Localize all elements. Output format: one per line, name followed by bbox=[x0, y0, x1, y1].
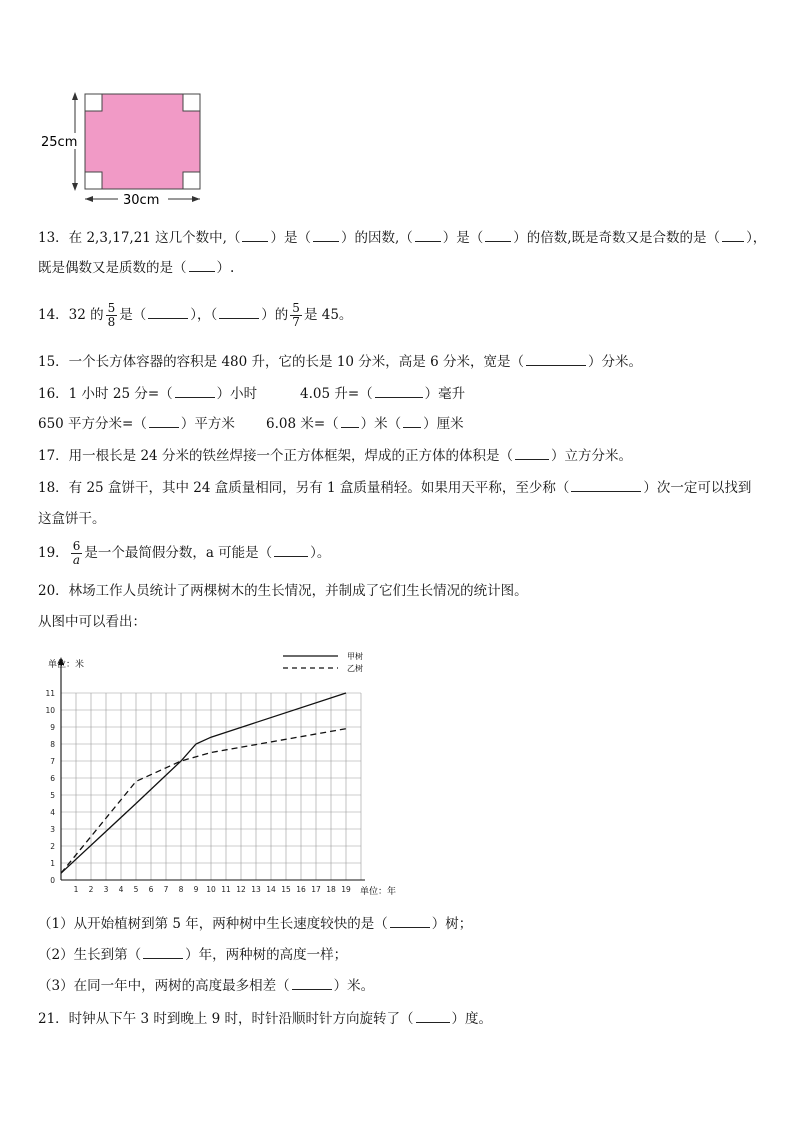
width-label: 30cm bbox=[123, 193, 160, 208]
question-19: 19． $\frac{6}{a}$ 是一个最简假分数，a 可能是（ ）。 bbox=[38, 539, 331, 567]
y-tick-label: 8 bbox=[50, 740, 55, 749]
x-tick-label: 9 bbox=[193, 885, 199, 894]
y-tick-label: 3 bbox=[50, 825, 55, 834]
question-13-line2: 既是偶数又是质数的是（ ）. bbox=[38, 260, 235, 276]
x-tick-label: 14 bbox=[266, 885, 276, 894]
question-20-title: 20．林场工作人员统计了两棵树木的生长情况，并制成了它们生长情况的统计图。 bbox=[38, 583, 528, 599]
question-20-sub3: （3）在同一年中，两树的高度最多相差（ ）米。 bbox=[38, 978, 375, 994]
answer-blank[interactable] bbox=[415, 229, 441, 242]
y-tick-label: 6 bbox=[50, 774, 55, 783]
height-label: 25cm bbox=[41, 135, 78, 150]
question-16-line1: 16．1 小时 25 分=（ ）小时 bbox=[38, 386, 258, 402]
question-15: 15．一个长方体容器的容积是 480 升，它的长是 10 分米，高是 6 分米，宽是（ ）分米。 bbox=[38, 354, 642, 370]
x-tick-label: 3 bbox=[103, 885, 109, 894]
question-20-intro: 从图中可以看出： bbox=[38, 614, 146, 630]
question-20-sub2: （2）生长到第（ ）年，两种树的高度一样； bbox=[38, 947, 348, 963]
answer-blank[interactable] bbox=[219, 306, 259, 319]
x-tick-label: 6 bbox=[148, 885, 154, 894]
tree-growth-line-chart bbox=[38, 644, 418, 906]
x-tick-label: 10 bbox=[206, 885, 216, 894]
answer-blank[interactable] bbox=[292, 977, 332, 990]
answer-blank[interactable] bbox=[515, 447, 549, 460]
question-17: 17．用一根长是 24 分米的铁丝焊接一个正方体框架，焊成的正方体的体积是（ ）立方分米。 bbox=[38, 448, 632, 464]
fraction-6-a: $\frac{6}{a}$ bbox=[72, 539, 81, 567]
y-tick-label: 0 bbox=[50, 876, 55, 885]
answer-blank[interactable] bbox=[242, 229, 268, 242]
x-tick-label: 2 bbox=[88, 885, 94, 894]
chart-legend bbox=[283, 651, 363, 673]
answer-blank[interactable] bbox=[722, 229, 744, 242]
answer-blank[interactable] bbox=[485, 229, 511, 242]
x-tick-label: 4 bbox=[118, 885, 124, 894]
answer-blank[interactable] bbox=[189, 259, 215, 272]
question-13-line1: 13．在 2,3,17,21 这几个数中,（ ）是（ ）的因数,（ ）是（ ）的倍数,既是奇数又是合数的是（ ）， bbox=[38, 230, 767, 246]
answer-blank[interactable] bbox=[149, 415, 179, 428]
answer-blank[interactable] bbox=[341, 415, 359, 428]
y-tick-label: 9 bbox=[50, 723, 55, 732]
x-tick-label: 15 bbox=[281, 885, 291, 894]
corner-square-tr bbox=[183, 94, 200, 111]
answer-blank[interactable] bbox=[526, 353, 586, 366]
x-tick-label: 19 bbox=[341, 885, 351, 894]
legend-label-yi: 乙树 bbox=[347, 664, 363, 673]
x-tick-label: 18 bbox=[326, 885, 336, 894]
question-16-line1-b: 4.05 升=（ ）毫升 bbox=[300, 386, 466, 402]
fraction-5-7: $\frac{5}{7}$ bbox=[292, 301, 300, 329]
question-16-line2: 650 平方分米=（ ）平方米 bbox=[38, 416, 235, 432]
answer-blank[interactable] bbox=[274, 544, 308, 557]
answer-blank[interactable] bbox=[403, 415, 421, 428]
answer-blank[interactable] bbox=[390, 915, 430, 928]
y-tick-label: 1 bbox=[50, 859, 55, 868]
series-line-yi bbox=[61, 729, 346, 874]
x-tick-label: 7 bbox=[163, 885, 169, 894]
x-tick-label: 17 bbox=[311, 885, 321, 894]
answer-blank[interactable] bbox=[148, 306, 188, 319]
fraction-5-8: $\frac{5}{8}$ bbox=[107, 301, 116, 329]
x-tick-label: 8 bbox=[178, 885, 184, 894]
y-axis-label: 单位：米 bbox=[48, 660, 85, 670]
question-14: 14．32 的 $\frac{5}{8}$ 是（ ），（ ）的 $\frac{5}{7}$ 是 45。 bbox=[38, 301, 353, 329]
y-tick-label: 2 bbox=[50, 842, 55, 851]
question-20-sub1: （1）从开始植树到第 5 年，两种树中生长速度较快的是（ ）树； bbox=[38, 916, 473, 932]
x-tick-label: 13 bbox=[251, 885, 261, 894]
y-tick-label: 10 bbox=[45, 706, 55, 715]
corner-square-bl bbox=[85, 172, 102, 189]
rectangle-figure bbox=[38, 84, 208, 208]
answer-blank[interactable] bbox=[143, 946, 183, 959]
y-tick-label: 7 bbox=[50, 757, 55, 766]
answer-blank[interactable] bbox=[175, 385, 215, 398]
question-18-line2: 这盒饼干。 bbox=[38, 511, 106, 527]
question-18-line1: 18．有 25 盒饼干，其中 24 盒质量相同，另有 1 盒质量稍轻。如果用天平称，至少称（ ）次一定可以找到 bbox=[38, 480, 752, 496]
y-tick-label: 5 bbox=[50, 791, 55, 800]
answer-blank[interactable] bbox=[416, 1010, 450, 1023]
corner-square-br bbox=[183, 172, 200, 189]
question-21: 21．时钟从下午 3 时到晚上 9 时，时针沿顺时针方向旋转了（ ）度。 bbox=[38, 1011, 493, 1027]
y-tick-label: 11 bbox=[45, 689, 55, 698]
y-tick-label: 4 bbox=[50, 808, 55, 817]
x-axis-label: 单位：年 bbox=[360, 887, 397, 897]
x-tick-label: 16 bbox=[296, 885, 306, 894]
answer-blank[interactable] bbox=[571, 479, 641, 492]
x-tick-label: 5 bbox=[133, 885, 139, 894]
x-tick-label: 11 bbox=[221, 885, 231, 894]
question-16-line2-b: 6.08 米=（ ）米（ ）厘米 bbox=[266, 416, 464, 432]
answer-blank[interactable] bbox=[313, 229, 339, 242]
corner-square-tl bbox=[85, 94, 102, 111]
x-tick-label: 1 bbox=[73, 885, 79, 894]
chart-grid bbox=[58, 657, 365, 880]
legend-label-jia: 甲树 bbox=[347, 652, 363, 661]
answer-blank[interactable] bbox=[375, 385, 423, 398]
x-tick-label: 12 bbox=[236, 885, 246, 894]
